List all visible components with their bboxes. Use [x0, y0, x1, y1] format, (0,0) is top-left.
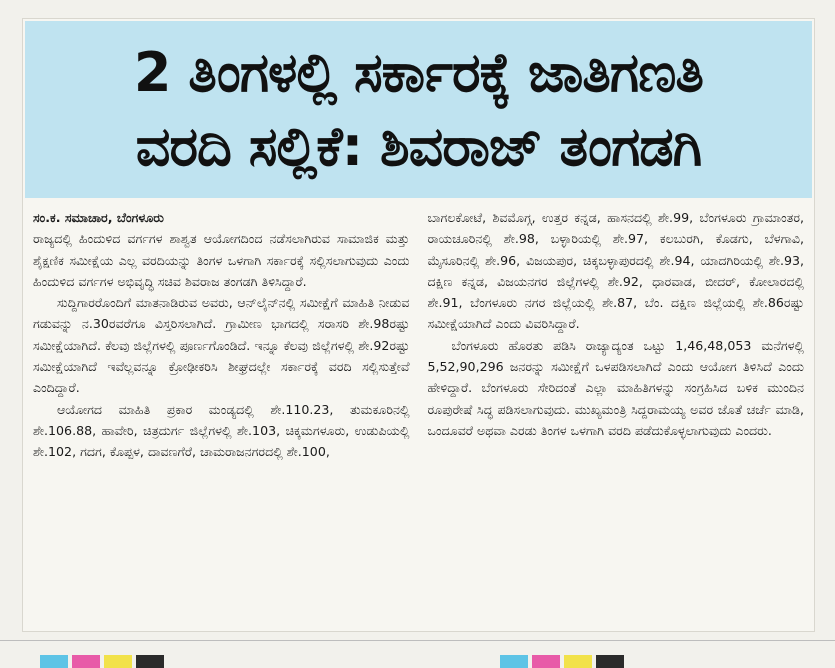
left-column [33, 207, 410, 617]
right-paragraph-1: ಬಾಗಲಕೋಟೆ, ಶಿವಮೊಗ್ಗ, ಉತ್ತರ ಕನ್ನಡ, ಹಾಸನದಲ್ಲಿ ಶೇ.99, ಬೆಂಗಳೂರು ಗ್ರಾಮಾಂತರ, ರಾಯಚೂರಿನಲ್ಲಿ ಶೇ.98, ಬಳ್ಳಾರಿಯಲ್ಲಿ ಶೇ.97, ಕಲಬುರಗಿ, ಕೊಡಗು, ಬೆಳಗಾವಿ, ಮೈಸೂರಿನಲ್ಲಿ ಶೇ.96, ವಿಜಯಪುರ, ಚಿಕ್ಕಬಳ್ಳಾಪುರದಲ್ಲಿ ಶೇ.94, ಯಾದಗಿರಿಯಲ್ಲಿ ಶೇ.93, ದಕ್ಷಿಣ ಕನ್ನಡ, ವಿಜಯನಗರ ಜಿಲ್ಲೆಗಳಲ್ಲಿ ಶೇ.92, ಧಾರವಾಡ, ಬೀದರ್, ಕೋಲಾರದಲ್ಲಿ ಶೇ.91, ಬೆಂಗಳೂರು ನಗರ ಜಿಲ್ಲೆಯಲ್ಲಿ ಶೇ.87, ಬೆಂ. ದಕ್ಷಿಣ ಜಿಲ್ಲೆಯಲ್ಲಿ ಶೇ.86ರಷ್ಟು ಸಮೀಕ್ಷೆಯಾಗಿದೆ ಎಂದು ವಿವರಿಸಿದ್ದಾರೆ. [427, 210, 804, 332]
right-paragraph-2: ಬೆಂಗಳೂರು ಹೊರತು ಪಡಿಸಿ ರಾಜ್ಯಾದ್ಯಂತ ಒಟ್ಟು 1,46,48,053 ಮನೆಗಳಲ್ಲಿ 5,52,90,296 ಜನರನ್ನು ಸಮೀಕ್ಷೆಗೆ ಒಳಪಡಿಸಲಾಗಿದೆ ಎಂದು ಆಯೋಗ ತಿಳಿಸಿದೆ ಎಂದು ಹೇಳಿದ್ದಾರೆ. ಬೆಂಗಳೂರು ಸೇರಿದಂತೆ ಎಲ್ಲಾ ಮಾಹಿತಿಗಳನ್ನು ಸಂಗ್ರಹಿಸಿದ ಬಳಿಕ ಮುಂದಿನ ರೂಪುರೇಷೆ ಸಿದ್ಧ ಪಡಿಸಲಾಗುವುದು. ಮುಖ್ಯಮಂತ್ರಿ ಸಿದ್ದರಾಮಯ್ಯ ಅವರ ಜೊತೆ ಚರ್ಚೆ ಮಾಡಿ, ಒಂದೂವರೆ ಅಥವಾ ಎರಡು ತಿಂಗಳ ಒಳಗಾಗಿ ವರದಿ ಪಡೆದುಕೊಳ್ಳಲಾಗುವುದು ಎಂದರು. [427, 337, 804, 438]
page-divider [0, 640, 835, 641]
left-paragraph-2: ಸುದ್ದಿಗಾರರೊಂದಿಗೆ ಮಾತನಾಡಿರುವ ಅವರು, ಆನ್‌ಲೈನ್‌ನಲ್ಲಿ ಸಮೀಕ್ಷೆಗೆ ಮಾಹಿತಿ ನೀಡುವ ಗಡುವನ್ನು ನ.30ರವರೆಗೂ ವಿಸ್ತರಿಸಲಾಗಿದೆ. ಗ್ರಾಮೀಣ ಭಾಗದಲ್ಲಿ ಸರಾಸರಿ ಶೇ.98ರಷ್ಟು ಸಮೀಕ್ಷೆಯಾಗಿದೆ. ಕೆಲವು ಜಿಲ್ಲೆಗಳಲ್ಲಿ ಪೂರ್ಣಗೊಂಡಿದೆ. ಇನ್ನೂ ಕೆಲವು ಜಿಲ್ಲೆಗಳಲ್ಲಿ ಶೇ.92ರಷ್ಟು ಸಮೀಕ್ಷೆಯಾಗಿದೆ ಇವೆಲ್ಲವನ್ನೂ ಕ್ರೋಢೀಕರಿಸಿ ಶೀಘ್ರದಲ್ಲೇ ಸರ್ಕಾರಕ್ಕೆ ವರದಿ ಸಲ್ಲಿಸುತ್ತೇವೆ ಎಂದಿದ್ದಾರೆ. [33, 295, 410, 396]
news-clipping [22, 18, 815, 632]
color-registration-mark [136, 655, 164, 668]
color-registration-mark [72, 655, 100, 668]
headline-line-2: ವರದಿ ಸಲ್ಲಿಕೆ: ಶಿವರಾಜ್ ತಂಗಡಗಿ [135, 114, 702, 178]
color-registration-mark [40, 655, 68, 668]
right-column [428, 207, 805, 617]
left-paragraph-3: ಆಯೋಗದ ಮಾಹಿತಿ ಪ್ರಕಾರ ಮಂಡ್ಯದಲ್ಲಿ ಶೇ.110.23, ತುಮಕೂರಿನಲ್ಲಿ ಶೇ.106.88, ಹಾವೇರಿ, ಚಿತ್ರದುರ್ಗ ಜಿಲ್ಲೆಗಳಲ್ಲಿ ಶೇ.103, ಚಿಕ್ಕಮಗಳೂರು, ಉಡುಪಿಯಲ್ಲಿ ಶೇ.102, ಗದಗ, ಕೊಪ್ಪಳ, ದಾವಣಗೆರೆ, ಚಾಮರಾಜನಗರದಲ್ಲಿ ಶೇ.100, [33, 401, 410, 460]
left-paragraph-1: ರಾಜ್ಯದಲ್ಲಿ ಹಿಂದುಳಿದ ವರ್ಗಗಳ ಶಾಶ್ವತ ಆಯೋಗದಿಂದ ನಡೆಸಲಾಗಿರುವ ಸಾಮಾಜಿಕ ಮತ್ತು ಶೈಕ್ಷಣಿಕ ಸಮೀಕ್ಷೆಯ ಎಲ್ಲ ವರದಿಯನ್ನು ತಿಂಗಳ ಒಳಗಾಗಿ ಸರ್ಕಾರಕ್ಕೆ ಸಲ್ಲಿಸಲಾಗುವುದು ಎಂದು ಹಿಂದುಳಿದ ವರ್ಗಗಳ ಅಭಿವೃದ್ಧಿ ಸಚಿವ ಶಿವರಾಜ ತಂಗಡಗಿ ತಿಳಿಸಿದ್ದಾರೆ. [33, 231, 410, 289]
color-registration-mark [596, 655, 624, 668]
headline-box [25, 21, 812, 198]
byline: ಸಂ.ಕ. ಸಮಾಚಾರ, ಬೆಂಗಳೂರು [33, 210, 164, 225]
headline-line-1: 2 ತಿಂಗಳಲ್ಲಿ ಸರ್ಕಾರಕ್ಕೆ ಜಾತಿಗಣತಿ [133, 40, 704, 104]
article-body [33, 207, 804, 617]
color-registration-mark [104, 655, 132, 668]
color-registration-mark [500, 655, 528, 668]
color-registration-mark [532, 655, 560, 668]
color-registration-mark [564, 655, 592, 668]
